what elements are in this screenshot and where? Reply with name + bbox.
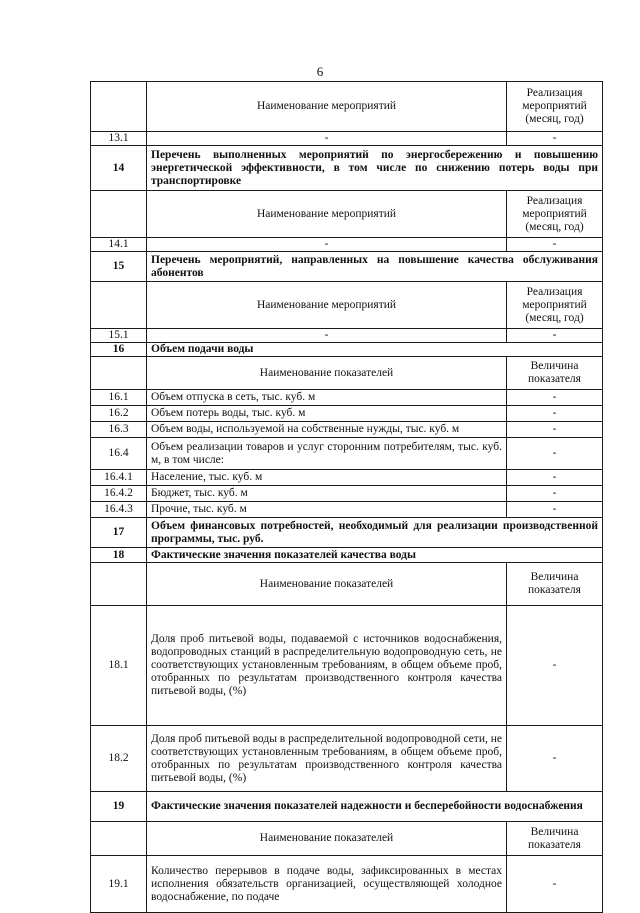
row-number: [91, 822, 147, 856]
row-value: -: [507, 390, 603, 406]
column-header-value: Реализация мероприятий (месяц, год): [507, 191, 603, 238]
row-number: 16.4.2: [91, 486, 147, 502]
row-number: 16.3: [91, 422, 147, 438]
column-header-value: Реализация мероприятий (месяц, год): [507, 82, 603, 132]
row-number: 16.4.1: [91, 470, 147, 486]
row-number: [91, 191, 147, 238]
table-header-row: [91, 357, 603, 390]
row-number: 18: [91, 548, 147, 563]
row-number: 15.1: [91, 329, 147, 343]
table-row: [91, 438, 603, 470]
row-title: Объем отпуска в сеть, тыс. куб. м: [147, 390, 507, 406]
section-row: [91, 548, 603, 563]
row-number: 18.1: [91, 606, 147, 726]
column-header-name: Наименование мероприятий: [147, 82, 507, 132]
row-value: -: [507, 470, 603, 486]
section-row: [91, 252, 603, 282]
table-row: [91, 422, 603, 438]
section-title: Объем подачи воды: [147, 343, 603, 357]
column-header-value: Реализация мероприятий (месяц, год): [507, 282, 603, 329]
row-value: -: [507, 238, 603, 252]
table-row: [91, 329, 603, 343]
row-number: [91, 82, 147, 132]
table-row: [91, 406, 603, 422]
row-title: Доля проб питьевой воды, подаваемой с источников водоснабжения, водопроводных станций в распределительную водопроводную сеть, не соответствующих установленным требованиям, в общем объеме проб, отобранных по результатам производственного контроля качества питьевой воды, (%): [147, 606, 507, 726]
row-number: [91, 357, 147, 390]
row-value: -: [507, 406, 603, 422]
row-title: Бюджет, тыс. куб. м: [147, 486, 507, 502]
column-header-name: Наименование показателей: [147, 357, 507, 390]
table-row: [91, 726, 603, 792]
row-title: -: [147, 132, 507, 146]
row-value: -: [507, 726, 603, 792]
row-number: 13.1: [91, 132, 147, 146]
row-number: 19.1: [91, 856, 147, 913]
section-row: [91, 146, 603, 191]
table-row: [91, 132, 603, 146]
row-title: Количество перерывов в подаче воды, зафиксированных в местах исполнения обязательств организацией, осуществляющей холодное водоснабжение, по подаче: [147, 856, 507, 913]
page-number: 6: [316, 64, 324, 79]
section-row: [91, 792, 603, 822]
table-row: [91, 486, 603, 502]
column-header-value: Величина показателя: [507, 357, 603, 390]
row-number: 15: [91, 252, 147, 282]
column-header-name: Наименование мероприятий: [147, 191, 507, 238]
table-header-row: [91, 282, 603, 329]
row-number: 17: [91, 518, 147, 548]
row-number: 16.1: [91, 390, 147, 406]
table-header-row: [91, 822, 603, 856]
row-value: -: [507, 438, 603, 470]
row-number: 19: [91, 792, 147, 822]
section-title: Фактические значения показателей качества воды: [147, 548, 603, 563]
column-header-name: Наименование показателей: [147, 563, 507, 606]
section-title: Перечень выполненных мероприятий по энергосбережению и повышению энергетической эффективности, в том числе по снижению потерь воды при транспортировке: [147, 146, 603, 191]
row-value: -: [507, 502, 603, 518]
row-value: -: [507, 856, 603, 913]
row-number: 16.2: [91, 406, 147, 422]
row-value: -: [507, 329, 603, 343]
column-header-name: Наименование показателей: [147, 822, 507, 856]
table-row: [91, 502, 603, 518]
row-value: -: [507, 422, 603, 438]
table-row: [91, 606, 603, 726]
row-number: 16.4.3: [91, 502, 147, 518]
section-row: [91, 343, 603, 357]
section-row: [91, 518, 603, 548]
row-number: [91, 563, 147, 606]
column-header-name: Наименование мероприятий: [147, 282, 507, 329]
table-row: [91, 238, 603, 252]
section-title: Объем финансовых потребностей, необходимый для реализации производственной программы, тыс. руб.: [147, 518, 603, 548]
row-title: Прочие, тыс. куб. м: [147, 502, 507, 518]
table-row: [91, 470, 603, 486]
row-value: -: [507, 606, 603, 726]
row-number: 16.4: [91, 438, 147, 470]
row-number: 14.1: [91, 238, 147, 252]
row-number: [91, 282, 147, 329]
section-title: Перечень мероприятий, направленных на повышение качества обслуживания абонентов: [147, 252, 603, 282]
row-title: -: [147, 238, 507, 252]
row-number: 14: [91, 146, 147, 191]
table-header-row: [91, 563, 603, 606]
row-number: 16: [91, 343, 147, 357]
row-title: Объем реализации товаров и услуг сторонним потребителям, тыс. куб. м, в том числе:: [147, 438, 507, 470]
row-title: Объем потерь воды, тыс. куб. м: [147, 406, 507, 422]
row-title: -: [147, 329, 507, 343]
row-value: -: [507, 486, 603, 502]
row-number: 18.2: [91, 726, 147, 792]
column-header-value: Величина показателя: [507, 822, 603, 856]
document-table: [90, 81, 603, 913]
row-value: -: [507, 132, 603, 146]
row-title: Население, тыс. куб. м: [147, 470, 507, 486]
table-row: [91, 390, 603, 406]
table-row: [91, 856, 603, 913]
table-header-row: [91, 191, 603, 238]
row-title: Объем воды, используемой на собственные нужды, тыс. куб. м: [147, 422, 507, 438]
column-header-value: Величина показателя: [507, 563, 603, 606]
table-header-row: [91, 82, 603, 132]
section-title: Фактические значения показателей надежности и бесперебойности водоснабжения: [147, 792, 603, 822]
row-title: Доля проб питьевой воды в распределительной водопроводной сети, не соответствующих установленным требованиям, в общем объеме проб, отобранных по результатам производственного контроля качества питьевой воды, (%): [147, 726, 507, 792]
